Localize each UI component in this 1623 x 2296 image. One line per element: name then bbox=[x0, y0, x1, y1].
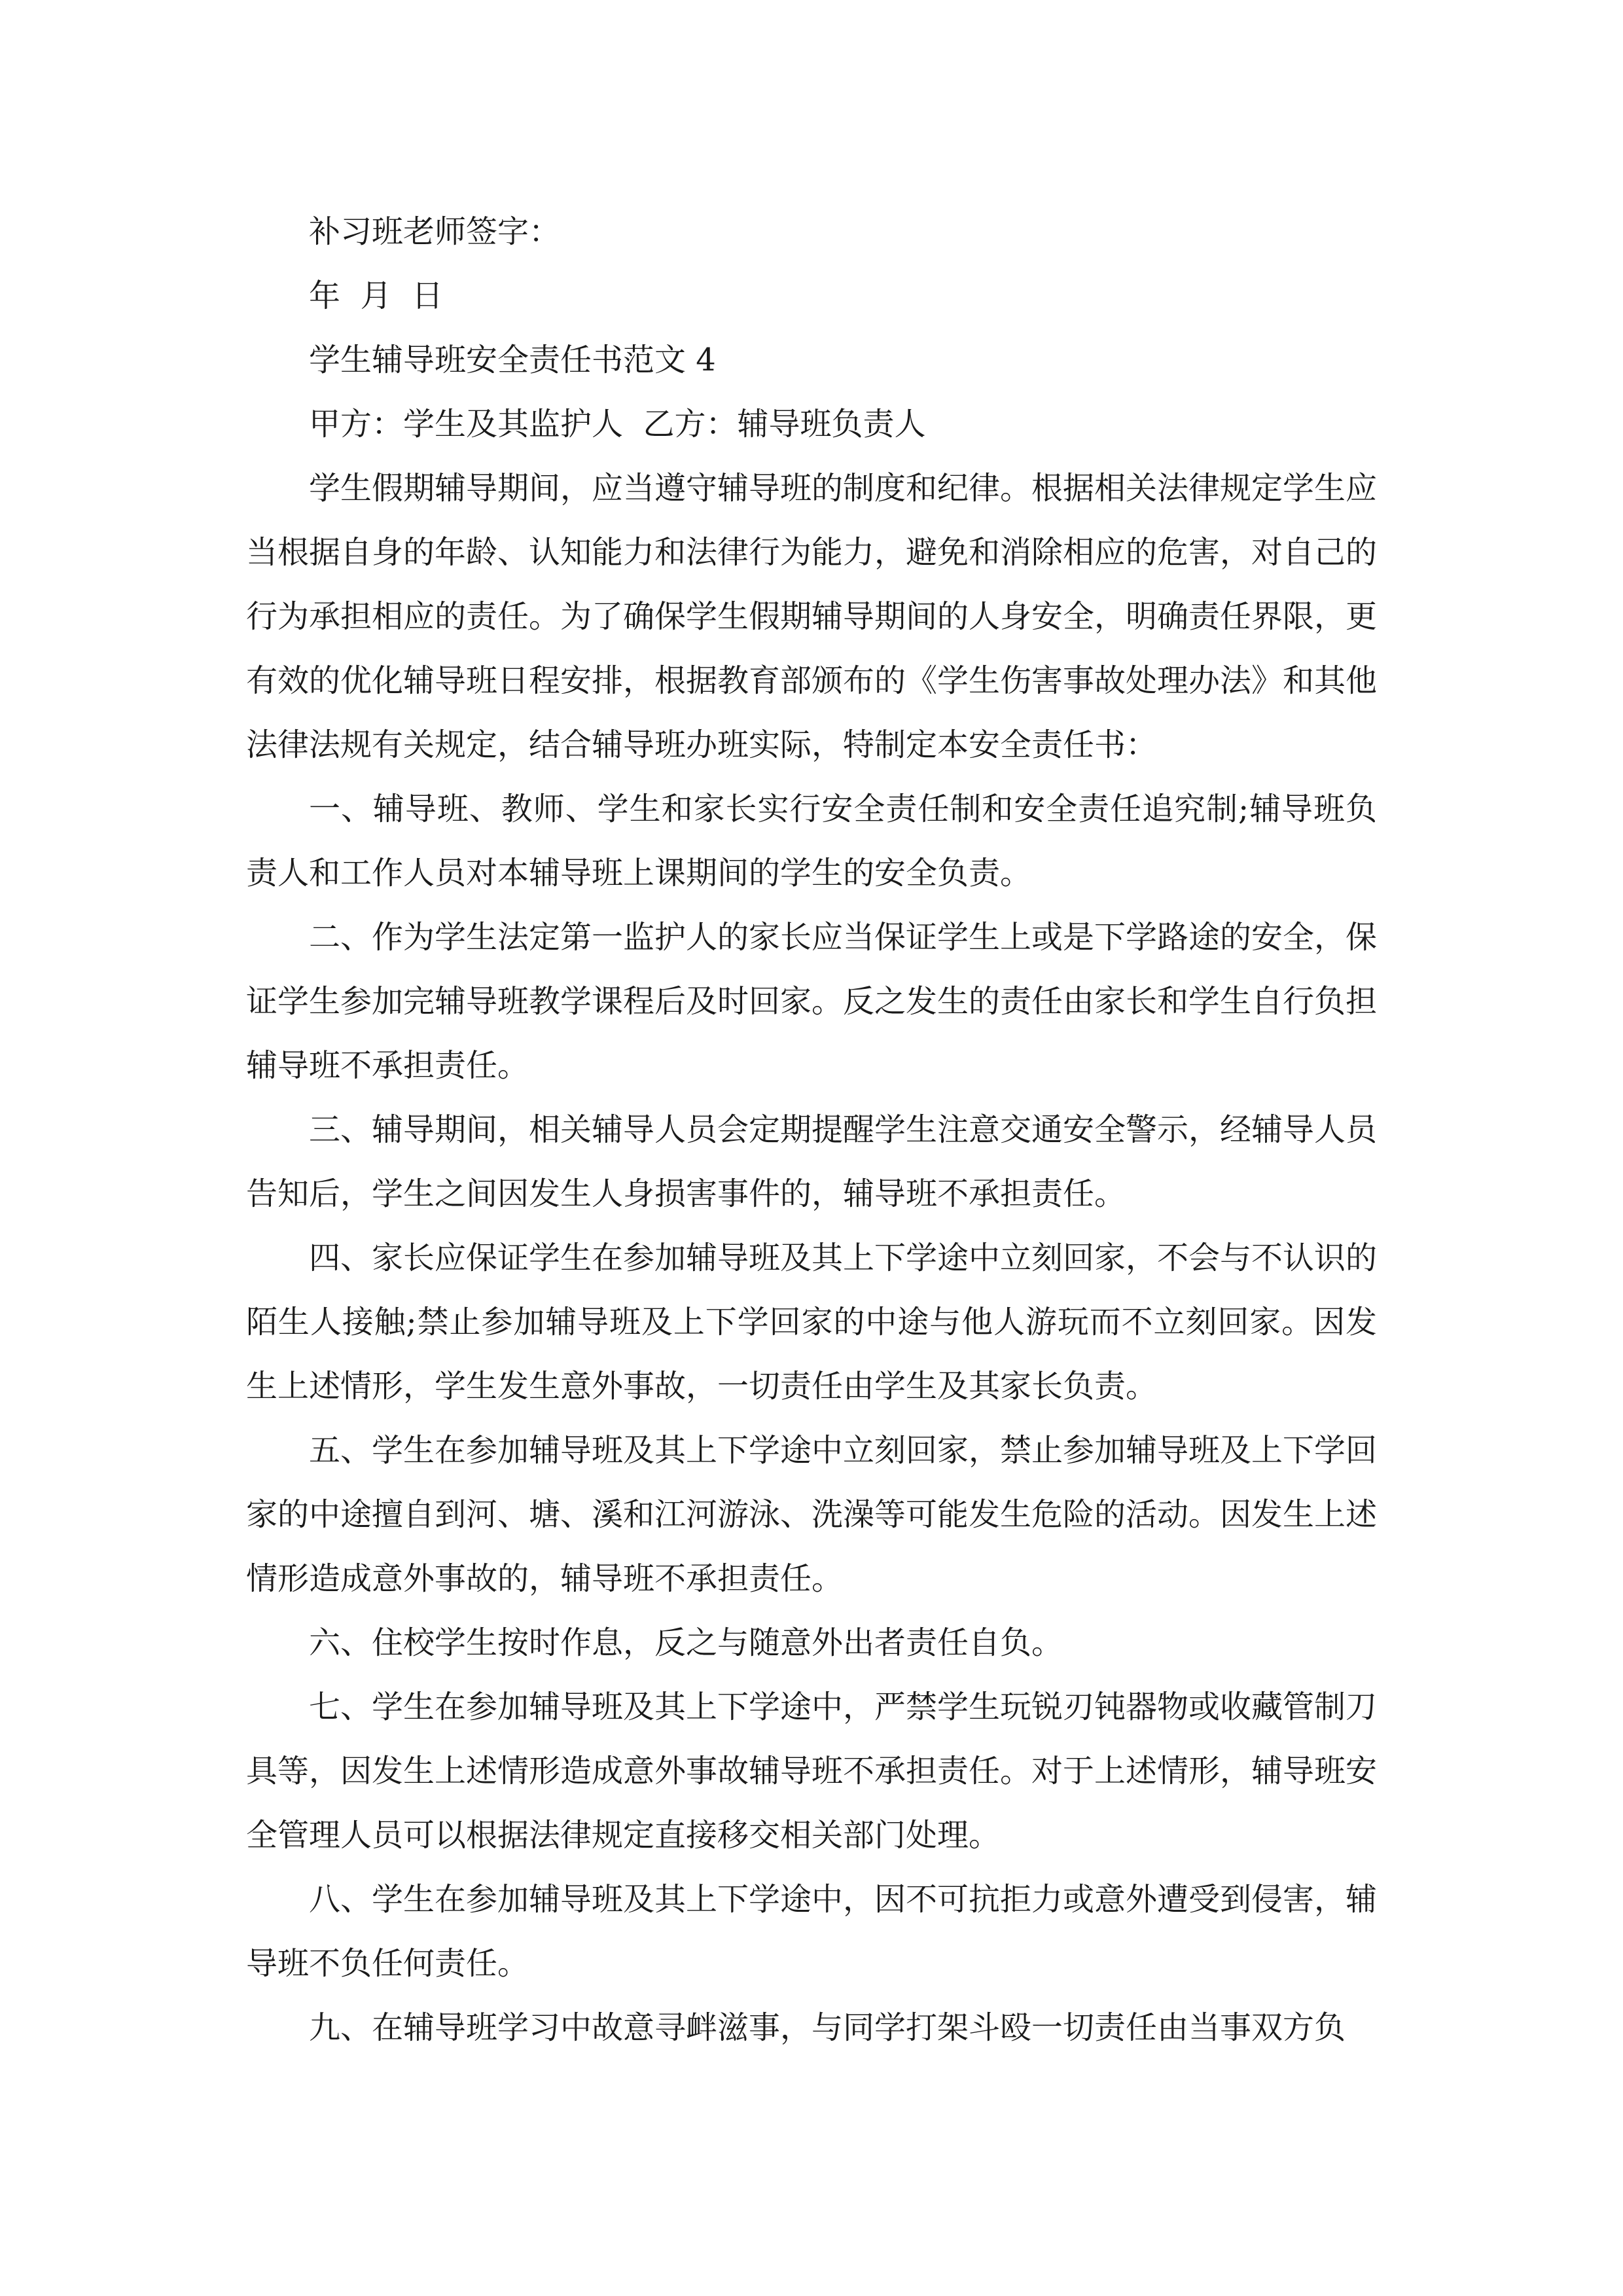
clause-paragraph: 六、住校学生按时作息，反之与随意外出者责任自负。 bbox=[309, 1624, 1063, 1661]
date-line: 年 月 日 bbox=[309, 278, 444, 314]
teacher-signature-line: 补习班老师签字： bbox=[309, 213, 561, 250]
clause-paragraph: 二、作为学生法定第一监护人的家长应当保证学生上或是下学路途的安全，保证学生参加完辅导班教学课程后及时回家。反之发生的责任由家长和学生自行负担辅导班不承担责任。 bbox=[246, 919, 1378, 1084]
clause-paragraph: 九、在辅导班学习中故意寻衅滋事，与同学打架斗殴一切责任由当事双方负 bbox=[309, 2009, 1346, 2046]
clause-paragraph: 一、辅导班、教师、学生和家长实行安全责任制和安全责任追究制;辅导班负责人和工作人员对本辅导班上课期间的学生的安全负责。 bbox=[246, 791, 1377, 891]
clause-paragraph: 八、学生在参加辅导班及其上下学途中，因不可抗拒力或意外遭受到侵害，辅导班不负任何责任。 bbox=[246, 1881, 1378, 1982]
clause-paragraph: 四、家长应保证学生在参加辅导班及其上下学途中立刻回家，不会与不认识的陌生人接触;禁止参加辅导班及上下学回家的中途与他人游玩而不立刻回家。因发生上述情形，学生发生意外事故，一切责任由学生及其家长负责。 bbox=[246, 1240, 1378, 1405]
clause-paragraph: 三、辅导期间，相关辅导人员会定期提醒学生注意交通安全警示，经辅导人员告知后，学生之间因发生人身损害事件的，辅导班不承担责任。 bbox=[246, 1111, 1378, 1212]
clause-paragraph: 五、学生在参加辅导班及其上下学途中立刻回家，禁止参加辅导班及上下学回家的中途擅自到河、塘、溪和江河游泳、洗澡等可能发生危险的活动。因发生上述情形造成意外事故的，辅导班不承担责任。 bbox=[246, 1432, 1378, 1597]
document-body bbox=[246, 200, 1377, 2060]
clause-paragraph: 七、学生在参加辅导班及其上下学途中，严禁学生玩锐刃钝器物或收藏管制刀具等，因发生上述情形造成意外事故辅导班不承担责任。对于上述情形，辅导班安全管理人员可以根据法律规定直接移交相关部门处理。 bbox=[246, 1689, 1378, 1854]
section-title: 学生辅导班安全责任书范文 4 bbox=[309, 342, 716, 378]
intro-paragraph: 学生假期辅导期间，应当遵守辅导班的制度和纪律。根据相关法律规定学生应当根据自身的年龄、认知能力和法律行为能力，避免和消除相应的危害，对自己的行为承担相应的责任。为了确保学生假期辅导期间的人身安全，明确责任界限，更有效的优化辅导班日程安排，根据教育部颁布的《学生伤害事故处理办法》和其他法律法规有关规定，结合辅导班办班实际，特制定本安全责任书： bbox=[246, 470, 1378, 763]
parties-line: 甲方：学生及其监护人 乙方：辅导班负责人 bbox=[309, 406, 926, 442]
